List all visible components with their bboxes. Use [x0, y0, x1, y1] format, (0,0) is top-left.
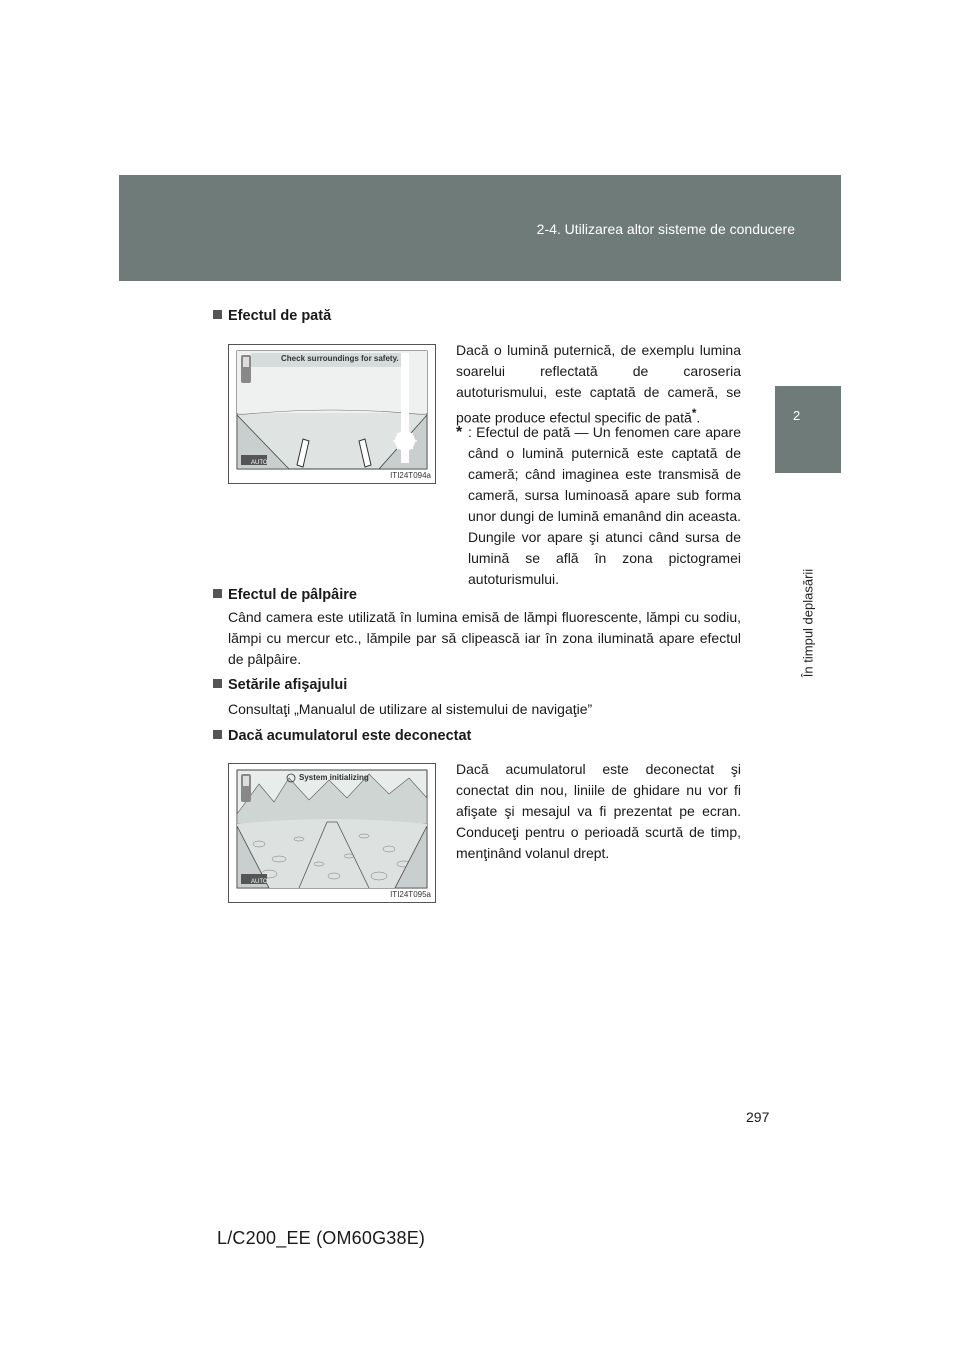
smear-asterisk: * [691, 407, 697, 420]
screen-message: System initializing [299, 773, 369, 782]
figure-code: ITI24T094a [390, 471, 431, 480]
figure-code: ITI24T095a [390, 890, 431, 899]
smear-paragraph: Dacă o lumină puternică, de exemplu lumina soarelui reflectată de caroseria autoturismului, este captată de cameră, se poate produce efectul specific de pată*. [456, 342, 741, 426]
heading-display-settings-text: Setările afişajului [228, 677, 348, 693]
smear-footnote [456, 422, 741, 590]
battery-paragraph: Dacă acumulatorul este deconectat şi conectat din nou, liniile de ghidare nu vor fi afişate şi mesajul va fi prezentat pe ecran. Conduceţi pentru o perioadă scurtă de timp, menţinând volanul drept. [456, 761, 741, 861]
figure-battery [228, 763, 436, 903]
chapter-tab [775, 386, 841, 473]
footnote-text: : Efectul de pată — Un fenomen care apare când o lumină puternică este captată de cameră; când imaginea este transmisă de cameră, sursa luminoasă apare sub forma unor dungi de lumină emanând din aceasta. Dungile vor apare şi atunci când sursa de lumină se află în zona pictogramei autoturismului. [468, 424, 741, 587]
heading-display-settings [213, 677, 347, 693]
screen-message: Check surroundings for safety. [281, 354, 399, 363]
heading-smear [213, 308, 331, 324]
bullet-square-icon [213, 730, 222, 739]
heading-flicker-text: Efectul de pâlpâire [228, 587, 357, 603]
heading-battery [213, 728, 471, 744]
footnote-mark: * [456, 424, 463, 441]
page-number: 297 [746, 1109, 770, 1125]
display-settings-paragraph: Consultaţi „Manualul de utilizare al sistemului de navigaţie” [228, 701, 593, 717]
chapter-number: 2 [793, 408, 801, 423]
auto-badge: AUTO [251, 460, 268, 466]
bullet-square-icon [213, 679, 222, 688]
bullet-square-icon [213, 310, 222, 319]
heading-battery-text: Dacă acumulatorul este deconectat [228, 728, 472, 744]
heading-smear-text: Efectul de pată [228, 308, 332, 324]
page-header [119, 175, 841, 281]
smear-text: Dacă o lumină puternică, de exemplu lumina soarelui reflectată de caroseria autoturismului, este captată de cameră, se poate produce efectul specific de pată [456, 342, 741, 426]
figure-smear [228, 344, 436, 484]
flicker-paragraph: Când camera este utilizată în lumina emisă de lămpi fluorescente, lămpi cu sodiu, lămpi cu mercur etc., lămpile par să clipească iar în zona iluminată apare efectul de pâlpâire. [228, 609, 741, 667]
bullet-square-icon [213, 589, 222, 598]
model-code: L/C200_EE (OM60G38E) [217, 1228, 426, 1248]
heading-flicker [213, 587, 357, 603]
auto-badge: AUTO [251, 879, 268, 885]
chapter-label: În timpul deplasării [800, 568, 816, 678]
section-title: 2-4. Utilizarea altor sisteme de conducere [536, 221, 795, 237]
chapter-label-box [775, 473, 841, 779]
